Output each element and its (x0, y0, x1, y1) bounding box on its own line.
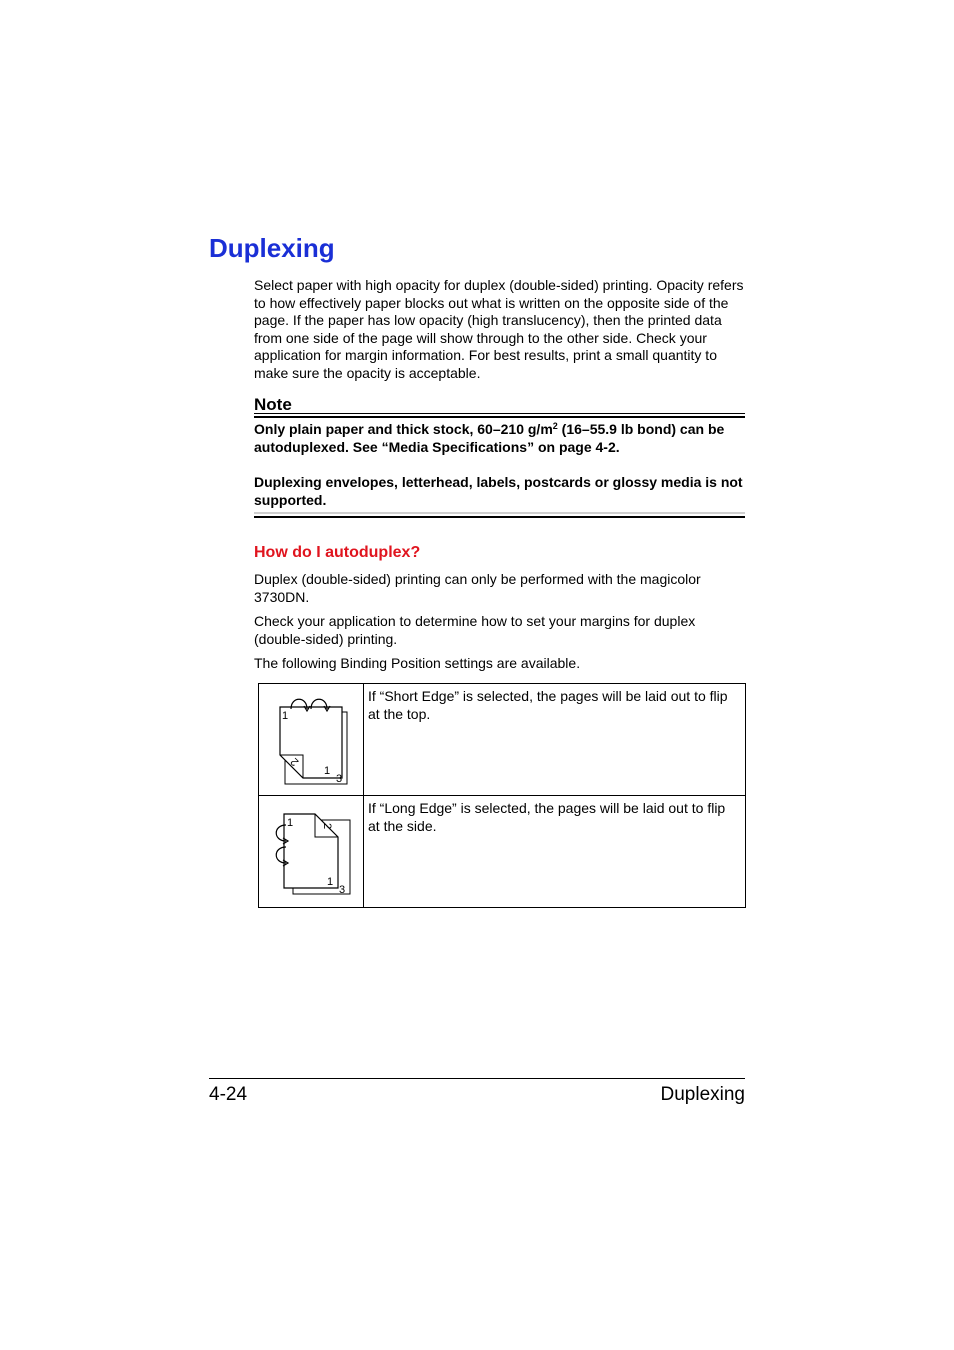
page-label: 1 (287, 817, 294, 829)
page-label: 1 (324, 765, 331, 777)
short-edge-figure-cell (259, 684, 364, 796)
section-paragraph-2: Check your application to determine how to set your margins for duplex (double-sided) printing. (254, 613, 696, 647)
page-number: 4-24 (209, 1084, 248, 1105)
page-label: 2 (288, 755, 302, 768)
note-text-part: Only plain paper and thick stock, 60–210 g/m (254, 421, 553, 437)
page-title: Duplexing (209, 233, 335, 263)
section-paragraph-1: Duplex (double-sided) printing can only be performed with the magicolor 3730DN. (254, 571, 701, 605)
long-edge-binding-diagram (273, 804, 353, 900)
note-paragraph-2: Duplexing envelopes, letterhead, labels, postcards or glossy media is not supported. (254, 474, 743, 508)
section-paragraph-3: The following Binding Position settings are available. (254, 655, 581, 671)
page-label: 3 (339, 884, 346, 896)
page-label: 2 (321, 823, 333, 830)
table-row (259, 684, 746, 796)
page-label: 3 (336, 773, 343, 785)
short-edge-binding-diagram (273, 692, 353, 788)
note-top-rule (254, 413, 745, 418)
intro-paragraph: Select paper with high opacity for duplex (double-sided) printing. Opacity refers to how effectively paper blocks out what is written on the opposite side of the page. If the paper has low opacity (high translucency), then the printed data from one side of the page will show through to the other side. Check your application for margin information. For best results, print a small quantity to make sure the opacity is acceptable. (254, 277, 744, 381)
note-heading: Note (254, 395, 292, 414)
footer-section-title: Duplexing (660, 1084, 745, 1105)
binding-position-table (258, 683, 746, 908)
table-row (259, 796, 746, 908)
long-edge-description: If “Long Edge” is selected, the pages will be laid out to flip at the side. (364, 796, 746, 908)
superscript: 2 (552, 421, 558, 431)
short-edge-description: If “Short Edge” is selected, the pages will be laid out to flip at the top. (364, 684, 746, 796)
note-text-part: (16–55.9 lb bond) can be autoduplexed. See “Media Specifications” on page 4-2. (254, 421, 725, 455)
section-heading: How do I autoduplex? (254, 544, 421, 561)
note-paragraph-1 (254, 420, 745, 456)
note-bottom-rule (254, 512, 745, 518)
page-label: 1 (282, 710, 289, 722)
footer-rule (209, 1078, 745, 1079)
page-label: 1 (327, 876, 334, 888)
long-edge-figure-cell (259, 796, 364, 908)
